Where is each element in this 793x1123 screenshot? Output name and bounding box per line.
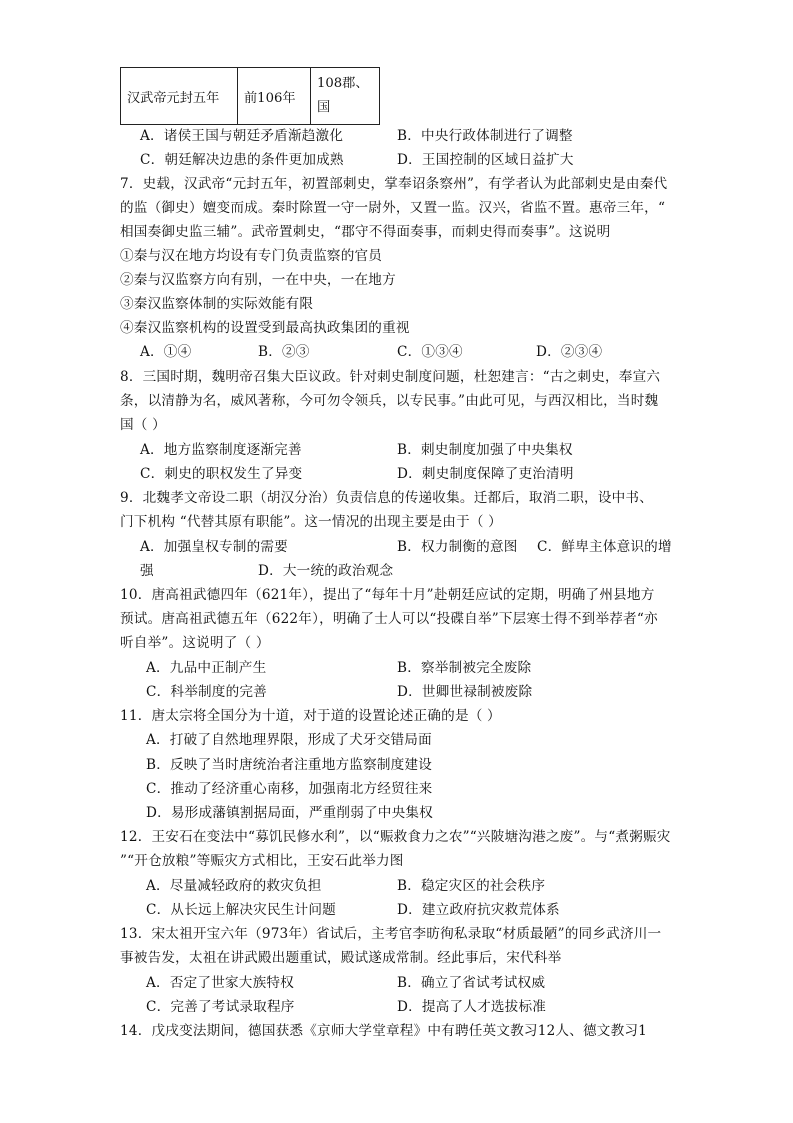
statement-4: ④秦汉监察机构的设置受到最高执政集团的重视 xyxy=(120,320,410,336)
option-d: D．王国控制的区域日益扩大 xyxy=(397,152,574,168)
option-a: A．打破了自然地理界限，形成了犬牙交错局面 xyxy=(146,732,432,748)
question-10-text: 听自举”。这说明了（ ） xyxy=(120,635,270,651)
option-d: D．提高了人才选拔标准 xyxy=(397,999,547,1015)
table-cell: 汉武帝元封五年 xyxy=(121,68,238,125)
option-a: A．尽量减轻政府的救灾负担 xyxy=(146,878,322,894)
option-c: C．①③④ xyxy=(397,344,463,360)
option-a: A．否定了世家大族特权 xyxy=(146,975,294,991)
statement-1: ①秦与汉在地方均设有专门负责监察的官员 xyxy=(120,248,383,264)
option-d: D．刺史制度保障了吏治清明 xyxy=(397,466,574,482)
option-c: C．从长远上解决灾民生计问题 xyxy=(146,902,336,918)
option-b: B．刺史制度加强了中央集权 xyxy=(397,442,573,458)
question-7-text: 的监（御史）嬗变而成。秦时除置一守一尉外，又置一监。汉兴，省监不置。惠帝三年，“ xyxy=(120,200,666,216)
question-13-text: 13．宋太祖开宝六年（973年）省试后，主考官李昉徇私录取“材质最陋”的同乡武济川一 xyxy=(120,926,662,942)
statement-2: ②秦与汉监察方向有别，一在中央，一在地方 xyxy=(120,272,396,288)
table-cell xyxy=(311,68,380,125)
question-13-text: 事被告发，太祖在讲武殿出题重试，殿试遂成常制。经此事后，宋代科举 xyxy=(120,950,562,966)
option-c: C．推动了经济重心南移，加强南北方经贸往来 xyxy=(146,781,433,797)
question-11-text: 11．唐太宗将全国分为十道，对于道的设置论述正确的是（ ） xyxy=(120,708,501,724)
option-a: A．地方监察制度逐渐完善 xyxy=(140,442,302,458)
option-b: B．权力制衡的意图 xyxy=(397,539,518,555)
question-9-text: 门下机构 “代替其原有职能”。这一情况的出现主要是由于（ ） xyxy=(120,514,502,530)
question-9-text: 9．北魏孝文帝设二职（胡汉分治）负责信息的传递收集。迁都后，取消二职，设中书、 xyxy=(120,490,654,506)
option-d: D．世卿世禄制被废除 xyxy=(397,684,533,700)
option-c: C．科举制度的完善 xyxy=(146,684,267,700)
question-8-text: 8．三国时期，魏明帝召集大臣议政。针对刺史制度问题，杜恕建言：“古之刺史，奉宣六 xyxy=(120,369,661,385)
table-row xyxy=(121,68,380,125)
question-8-text: 条，以清静为名，威风著称，今可勿令领兵，以专民事。”由此可见，与西汉相比，当时魏 xyxy=(120,393,659,409)
question-10-text: 预试。唐高祖武德五年（622年），明确了士人可以“投碟自举”下层寒士得不到举荐者“亦 xyxy=(120,611,658,627)
option-b: B．反映了当时唐统治者注重地方监察制度建设 xyxy=(146,757,433,773)
table-cell: 前106年 xyxy=(238,68,311,125)
option-b: B．稳定灾区的社会秩序 xyxy=(397,878,546,894)
option-a: A．诸侯王国与朝廷矛盾渐趋激化 xyxy=(140,128,344,144)
question-7-text: 7．史载，汉武帝“元封五年，初置部刺史，掌奉诏条察州”，有学者认为此部刺史是由秦代 xyxy=(120,176,668,192)
question-7-text: 相国奏御史监三辅”。武帝置刺史，“郡守不得面奏事，而刺史得而奏事”。这说明 xyxy=(120,224,611,240)
option-d: D．易形成藩镇割据局面，严重削弱了中央集权 xyxy=(146,805,433,821)
cell-line: 108郡、 xyxy=(317,76,369,91)
option-a: A．①④ xyxy=(140,344,192,360)
question-12-text: 12．王安石在变法中“募饥民修水利”，以“赈救食力之农”“兴陂塘沟港之废”。与“煮粥赈灾 xyxy=(120,829,671,845)
statement-3: ③秦汉监察体制的实际效能有限 xyxy=(120,296,314,312)
option-c: C．鲜卑主体意识的增 xyxy=(537,539,672,555)
option-a: A．加强皇权专制的需要 xyxy=(140,539,288,555)
option-b: B．确立了省试考试权威 xyxy=(397,975,546,991)
question-8-text: 国（ ） xyxy=(120,417,166,433)
option-c-continued: 强 xyxy=(140,563,154,579)
option-c: C．完善了考试录取程序 xyxy=(146,999,295,1015)
cell-line: 国 xyxy=(317,100,331,115)
option-b: B．中央行政体制进行了调整 xyxy=(397,128,573,144)
question-12-text: ”“开仓放粮”等赈灾方式相比，王安石此举力图 xyxy=(120,853,404,869)
option-d: D．②③④ xyxy=(536,344,603,360)
option-d: D．建立政府抗灾救荒体系 xyxy=(397,902,560,918)
option-c: C．朝廷解决边患的条件更加成熟 xyxy=(140,152,344,168)
question-14-text: 14．戊戌变法期间，德国获悉《京师大学堂章程》中有聘任英文教习12人、德文教习1 xyxy=(120,1023,648,1039)
option-c: C．刺史的职权发生了异变 xyxy=(140,466,303,482)
history-table xyxy=(120,67,380,125)
option-d: D．大一统的政治观念 xyxy=(258,563,394,579)
option-b: B．②③ xyxy=(258,344,310,360)
option-b: B．察举制被完全废除 xyxy=(397,660,532,676)
option-a: A．九品中正制产生 xyxy=(146,660,267,676)
question-10-text: 10．唐高祖武德四年（621年），提出了“每年十月”赴朝廷应试的定期，明确了州县地方 xyxy=(120,587,655,603)
